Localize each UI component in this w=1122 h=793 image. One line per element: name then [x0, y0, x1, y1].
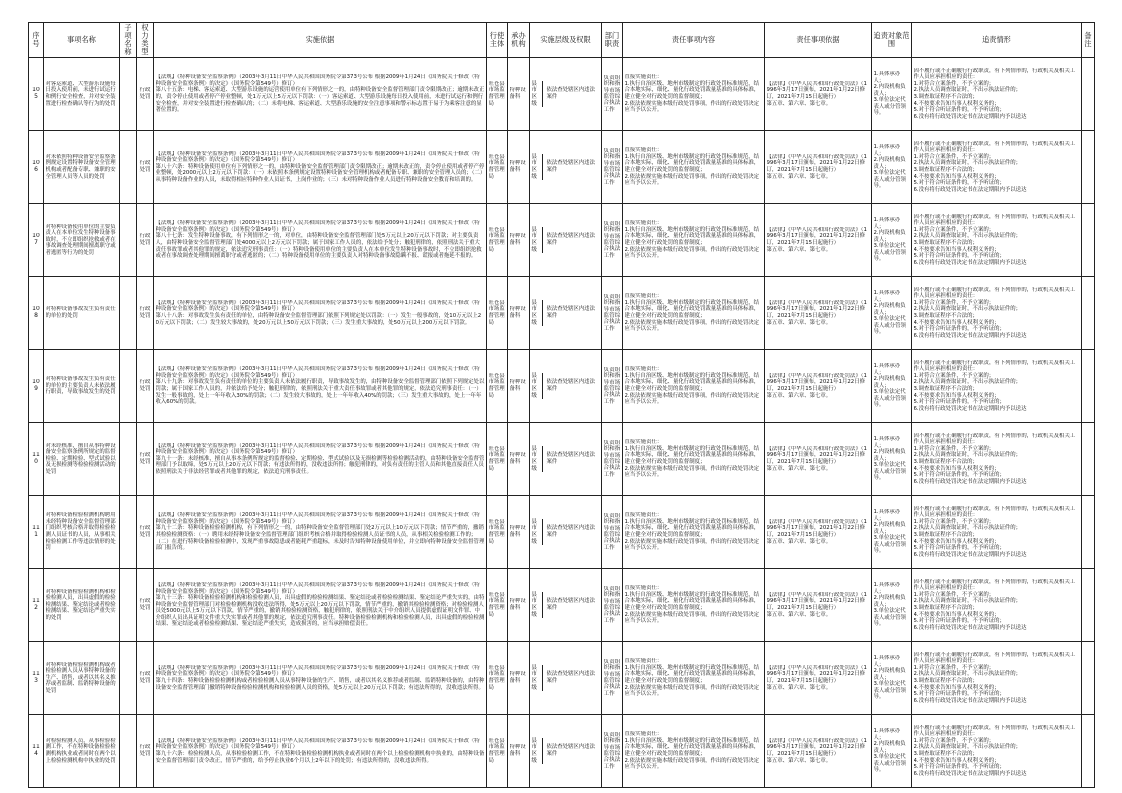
cell-type-text: 行政处罚	[139, 525, 151, 538]
cell-seq	[29, 569, 44, 642]
cell-scope	[872, 496, 912, 569]
cell-level-value: 县市区级	[532, 373, 544, 399]
cell-org-text: 特种设备科	[509, 160, 526, 173]
cell-situation-text: 因不履行或不正确履行行政职责，有下列情形的，行政机关及相关工作人员应承担相应的责任： 1.对符合立案条件，不予立案的； 2.执法人员调查取证时，不出示执法证件的； 3.调查取证程序不合法的； 4.不按要求告知当事人权利义务的； 5.对于符合听证条件的，不予听证的； 6.没有将行政处罚决定书在法定期限内予以送达	[913, 140, 1076, 193]
cell-seq-text: 107	[32, 233, 40, 246]
cell-type	[137, 131, 154, 204]
cell-subject	[487, 350, 508, 423]
cell-org-text: 特种设备科	[509, 452, 526, 465]
cell-subject-text: 旺苍县市场监督管理局	[488, 80, 505, 107]
cell-org	[508, 58, 530, 131]
cell-situation	[912, 642, 1082, 715]
cell-content-text: 直接实施责任： 1.执行自治区级、地州市级制定的行政处罚标准规范，结合本地实际，细化、量化行政处罚裁量基准的具体标准，建立健全对行政处罚的监督制度； 2.依法依规实施本级行政处罚事项，作出的行政处罚决定应当予以公开。	[624, 147, 760, 187]
cell-level-value: 县市区级	[532, 738, 544, 764]
cell-type-text: 行政处罚	[139, 379, 151, 392]
table-row	[29, 496, 1095, 569]
cell-subject	[487, 642, 508, 715]
cell-scope	[872, 569, 912, 642]
cell-name	[44, 496, 120, 569]
cell-rbasis	[765, 277, 872, 350]
cell-basis	[154, 131, 487, 204]
cell-rbasis-text: 【法律】《中华人民共和国行政处罚法》（1996年3月17日颁布，2021年1月22日修订，2021年7月15日起施行） 第五章、第六章、第七章。	[766, 153, 867, 180]
table-row	[29, 277, 1095, 350]
cell-dept-text: 负责组织和指导市场监管综合执法工作	[603, 585, 621, 624]
table-row	[29, 131, 1095, 204]
cell-subject-text: 旺苍县市场监督管理局	[488, 664, 505, 691]
cell-basis-text: 【法规】《特种设备安全监察条例》（2003年3月11日中华人民共和国国务院令第373号公布 根据2009年1月24日《国务院关于修改〈特种设备安全监察条例〉的决定》（国务院令第549号）修订） 第八十八条：对事故发生负有责任的单位，由特种设备安全监督管理部门依照下列规定处以罚款：（一）发生一般事故的，处10万元以上20万元以下罚款；（二）发生较大事故的，处20万元以上50万元以下罚款；（三）发生重大事故的，处50万元以上200万元以下罚款。	[155, 299, 482, 326]
cell-basis	[154, 277, 487, 350]
cell-note	[1082, 423, 1095, 496]
table-row	[29, 715, 1095, 788]
cell-authority: 依法查处辖区内违法案件	[546, 306, 595, 319]
cell-basis-text: 【法规】《特种设备安全监察条例》（2003年3月11日中华人民共和国国务院令第373号公布 根据2009年1月24日《国务院关于修改〈特种设备安全监察条例〉的决定》（国务院令第549号）修订） 第九十二条：特种设备检验检测机构，有下列情形之一的，由特种设备安全监督管理部门处2万元以上10万元以下罚款；情节严重的，撤销其检验检测资格：（一）聘用未经特种设备安全监督管理部门组织考核合格并取得检验检测人员证书的人员，从事相关检验检测工作的；（二）在进行特种设备检验检测中，发现严重事故隐患或者能耗严重超标，未及时告知特种设备使用单位，并立即向特种设备安全监督管理部门报告的。	[155, 512, 485, 552]
cell-name	[44, 131, 120, 204]
cell-dept	[602, 277, 623, 350]
cell-situation-text: 因不履行或不正确履行行政职责，有下列情形的，行政机关及相关工作人员应承担相应的责任： 1.对符合立案条件，不予立案的； 2.执法人员调查取证时，不出示执法证件的； 3.调查取证程序不合法的； 4.不按要求告知当事人权利义务的； 5.对于符合听证条件的，不予听证的； 6.没有将行政处罚决定书在法定期限内予以送达	[913, 359, 1076, 412]
cell-content	[623, 350, 765, 423]
cell-content	[623, 423, 765, 496]
cell-level	[530, 715, 602, 788]
cell-level	[530, 642, 602, 715]
cell-org	[508, 277, 530, 350]
cell-name-text: 对检验检测人员，从事检验检测工作，不在特种设备检验检测机构执业或者同时在两个以上检验检测机构中执业的处罚	[45, 737, 116, 764]
cell-scope	[872, 58, 912, 131]
cell-name-text: 对客运索道、大型游乐设施每日投入使用前，未进行试运行和例行安全检查，并对安全装置进行检查确认等行为的处罚	[45, 80, 116, 107]
cell-sub	[120, 350, 137, 423]
cell-name-text: 对特种设备事故发生负有责任的单位的处罚	[45, 306, 116, 319]
cell-org-text: 特种设备科	[509, 598, 526, 611]
cell-rbasis-text: 【法律】《中华人民共和国行政处罚法》（1996年3月17日颁布，2021年1月22日修订，2021年7月15日起施行） 第五章、第六章、第七章。	[766, 664, 867, 691]
cell-seq	[29, 496, 44, 569]
cell-dept	[602, 131, 623, 204]
cell-situation	[912, 423, 1082, 496]
cell-type	[137, 569, 154, 642]
cell-authority: 依法查处辖区内违法案件	[546, 379, 595, 392]
cell-type	[137, 423, 154, 496]
cell-subject	[487, 496, 508, 569]
cell-scope	[872, 204, 912, 277]
cell-note	[1082, 569, 1095, 642]
cell-content-text: 直接实施责任： 1.执行自治区级、地州市级制定的行政处罚标准规范，结合本地实际，细化、量化行政处罚裁量基准的具体标准，建立健全对行政处罚的监督制度； 2.依法依规实施本级行政处罚事项，作出的行政处罚决定应当予以公开。	[624, 293, 760, 333]
cell-rbasis-text: 【法律】《中华人民共和国行政处罚法》（1996年3月17日颁布，2021年1月22日修订，2021年7月15日起施行） 第五章、第六章、第七章。	[766, 299, 867, 326]
cell-type-text: 行政处罚	[139, 671, 151, 684]
cell-sub	[120, 569, 137, 642]
cell-name	[44, 423, 120, 496]
cell-level	[530, 350, 602, 423]
cell-org	[508, 204, 530, 277]
cell-content-text: 直接实施责任： 1.执行自治区级、地州市级制定的行政处罚标准规范，结合本地实际，细化、量化行政处罚裁量基准的具体标准，建立健全对行政处罚的监督制度； 2.依法依规实施本级行政处罚事项，作出的行政处罚决定应当予以公开。	[624, 220, 760, 260]
cell-name-text: 对特种设备检验检测机构或者检验检测人员从事特种设备的生产、销售，或者以其名义推荐或者监制、监销特种设备的处罚	[45, 661, 116, 694]
cell-org	[508, 642, 530, 715]
table-row	[29, 204, 1095, 277]
cell-rbasis-text: 【法律】《中华人民共和国行政处罚法》（1996年3月17日颁布，2021年1月22日修订，2021年7月15日起施行） 第五章、第六章、第七章。	[766, 591, 867, 618]
cell-scope	[872, 715, 912, 788]
cell-level-value: 县市区级	[532, 519, 544, 545]
cell-org-text: 特种设备科	[509, 306, 526, 319]
cell-dept-text: 负责组织和指导市场监管综合执法工作	[603, 366, 621, 405]
cell-basis-text: 【法规】《特种设备安全监察条例》（2003年3月11日中华人民共和国国务院令第373号公布 根据2009年1月24日《国务院关于修改〈特种设备安全监察条例〉的决定》（国务院令第549号）修订） 第八十五条：电梯、客运索道、大型游乐设施的运营使用单位有下列情形之一的，由特种设备安全监督管理部门责令限期改正；逾期未改正的，责令停止使用或者停产停业整顿，处1万元以上5万元以下罚款：（一）客运索道、大型游乐设施每日投入使用前，未进行试运行和例行安全检查，并对安全装置进行检查确认的；（二）未将电梯、客运索道、大型游乐设施的安全注意事项和警示标志置于易于为乘客注意的显著位置的。	[155, 74, 485, 114]
cell-rbasis	[765, 642, 872, 715]
cell-situation	[912, 204, 1082, 277]
header-seq: 序号	[29, 23, 44, 58]
header-situation: 追责情形	[912, 23, 1082, 58]
cell-dept-text: 负责组织和指导市场监管综合执法工作	[603, 147, 621, 186]
cell-subject-text: 旺苍县市场监督管理局	[488, 445, 505, 472]
cell-basis	[154, 58, 487, 131]
cell-dept-text: 负责组织和指导市场监管综合执法工作	[603, 74, 621, 113]
cell-scope-text: 1.具体承办人； 2.内设机构负责人； 3.单位法定代表人或分管领导。	[873, 654, 906, 701]
cell-org-text: 特种设备科	[509, 525, 526, 538]
cell-seq-text: 111	[32, 525, 40, 538]
table-row	[29, 642, 1095, 715]
cell-level	[530, 496, 602, 569]
cell-note	[1082, 350, 1095, 423]
cell-situation-text: 因不履行或不正确履行行政职责，有下列情形的，行政机关及相关工作人员应承担相应的责任： 1.对符合立案条件，不予立案的； 2.执法人员调查取证时，不出示执法证件的； 3.调查取证程序不合法的； 4.不按要求告知当事人权利义务的； 5.对于符合听证条件的，不予听证的； 6.没有将行政处罚决定书在法定期限内予以送达	[913, 432, 1076, 485]
header-type: 权力类型	[137, 23, 154, 58]
cell-name-text: 对特种设备检验检测机构聘用未经特种设备安全监督管理部门组织考核合格并取得检验检测人员证书的人员，从事相关检验检测工作等违法情形的处罚	[45, 512, 116, 552]
cell-basis-text: 【法规】《特种设备安全监察条例》（2003年3月11日中华人民共和国国务院令第373号公布 根据2009年1月24日《国务院关于修改〈特种设备安全监察条例〉的决定》（国务院令第549号）修订） 第八十九条：对事故发生负有责任的单位的主要负责人未依法履行职责，导致事故发生的，由特种设备安全监督管理部门依照下列规定处以罚款；属于国家工作人员的，并依法给予处分；触犯刑律的，依照刑法关于重大责任事故罪或者其他罪的规定，依法追究刑事责任：（一）发生一般事故的，处上一年年收入30%的罚款；（二）发生较大事故的，处上一年年收入40%的罚款；（三）发生重大事故的，处上一年年收入60%的罚款。	[155, 366, 485, 406]
cell-level	[530, 131, 602, 204]
cell-scope-text: 1.具体承办人； 2.内设机构负责人； 3.单位法定代表人或分管领导。	[873, 581, 906, 628]
cell-situation-text: 因不履行或不正确履行行政职责，有下列情形的，行政机关及相关工作人员应承担相应的责任： 1.对符合立案条件，不予立案的； 2.执法人员调查取证时，不出示执法证件的； 3.调查取证程序不合法的； 4.不按要求告知当事人权利义务的； 5.对于符合听证条件的，不予听证的； 6.没有将行政处罚决定书在法定期限内予以送达	[913, 213, 1076, 266]
cell-scope-text: 1.具体承办人； 2.内设机构负责人； 3.单位法定代表人或分管领导。	[873, 362, 906, 409]
cell-note	[1082, 204, 1095, 277]
cell-rbasis	[765, 204, 872, 277]
cell-level-value: 县市区级	[532, 154, 544, 180]
cell-name-text: 对未经核准，擅自从事特种设备安全监察条例所规定的监督检验、定期检验、型式试验以及无损检测等检验检测活动的处罚	[45, 442, 116, 475]
cell-type	[137, 277, 154, 350]
cell-subject	[487, 569, 508, 642]
cell-level-value: 县市区级	[532, 81, 544, 107]
cell-sub	[120, 131, 137, 204]
cell-subject-text: 旺苍县市场监督管理局	[488, 372, 505, 399]
cell-note	[1082, 715, 1095, 788]
cell-dept-text: 负责组织和指导市场监管综合执法工作	[603, 439, 621, 478]
cell-sub	[120, 642, 137, 715]
cell-seq	[29, 423, 44, 496]
cell-scope-text: 1.具体承办人； 2.内设机构负责人； 3.单位法定代表人或分管领导。	[873, 216, 906, 263]
table-row	[29, 350, 1095, 423]
cell-content-text: 直接实施责任： 1.执行自治区级、地州市级制定的行政处罚标准规范，结合本地实际，细化、量化行政处罚裁量基准的具体标准，建立健全对行政处罚的监督制度； 2.依法依规实施本级行政处罚事项，作出的行政处罚决定应当予以公开。	[624, 731, 760, 771]
cell-name	[44, 350, 120, 423]
cell-note	[1082, 277, 1095, 350]
cell-subject-text: 旺苍县市场监督管理局	[488, 591, 505, 618]
cell-basis-text: 【法规】《特种设备安全监察条例》（2003年3月11日中华人民共和国国务院令第373号公布 根据2009年1月24日《国务院关于修改〈特种设备安全监察条例〉的决定》（国务院令第549号）修订） 第九十四条：特种设备检验检测机构或者检验检测人员从事特种设备的生产、销售，或者以其名义推荐或者监制、监销特种设备的，由特种设备安全监督管理部门撤销特种设备检验检测机构和检验检测人员的资格，处5万元以上20万元以下罚款；有违法所得的，没收违法所得。	[155, 664, 485, 691]
header-level: 实施层级及权限	[530, 23, 602, 58]
cell-sub	[120, 58, 137, 131]
cell-dept	[602, 58, 623, 131]
cell-dept	[602, 496, 623, 569]
cell-seq	[29, 131, 44, 204]
header-subject: 行使主体	[487, 23, 508, 58]
cell-org	[508, 715, 530, 788]
cell-content-text: 直接实施责任： 1.执行自治区级、地州市级制定的行政处罚标准规范，结合本地实际，细化、量化行政处罚裁量基准的具体标准，建立健全对行政处罚的监督制度； 2.依法依规实施本级行政处罚事项，作出的行政处罚决定应当予以公开。	[624, 658, 760, 698]
cell-org	[508, 131, 530, 204]
header-org: 承办机构	[508, 23, 530, 58]
header-dept: 部门职责	[602, 23, 623, 58]
cell-basis	[154, 204, 487, 277]
cell-subject-text: 旺苍县市场监督管理局	[488, 153, 505, 180]
cell-dept-text: 负责组织和指导市场监管综合执法工作	[603, 293, 621, 332]
cell-type	[137, 496, 154, 569]
cell-org-text: 特种设备科	[509, 671, 526, 684]
cell-authority: 依法查处辖区内违法案件	[546, 525, 595, 538]
cell-seq-text: 105	[32, 87, 40, 100]
cell-authority: 依法查处辖区内违法案件	[546, 452, 595, 465]
cell-name-text: 对特种设备事故发生负有责任的单位的主要负责人未依法履行职责，导致事故发生的处罚	[45, 376, 116, 396]
cell-content	[623, 496, 765, 569]
cell-content	[623, 569, 765, 642]
cell-basis-text: 【法规】《特种设备安全监察条例》（2003年3月11日中华人民共和国国务院令第373号公布 根据2009年1月24日《国务院关于修改〈特种设备安全监察条例〉的决定》（国务院令第549号）修订） 第八十七条：发生特种设备事故，有下列情形之一的，对单位，由特种设备安全监督管理部门处5万元以上20万元以下罚款；对主要负责人，由特种设备安全监督管理部门处4000元以上2万元以下罚款；属于国家工作人员的，依法给予处分；触犯刑律的，依照刑法关于重大责任事故罪或者其他罪的规定，依法追究刑事责任：（一）特种设备使用单位的主要负责人在本单位发生特种设备事故时，不立即组织抢救或者在事故调查处理期间擅离职守或者逃匿的；（二）特种设备使用单位的主要负责人对特种设备事故隐瞒不报、谎报或者拖延不报的。	[155, 220, 482, 260]
cell-authority: 依法查处辖区内违法案件	[546, 87, 595, 100]
header-rbasis: 责任事项依据	[765, 23, 872, 58]
cell-dept	[602, 715, 623, 788]
cell-org	[508, 350, 530, 423]
cell-basis	[154, 642, 487, 715]
cell-subject-text: 旺苍县市场监督管理局	[488, 226, 505, 253]
cell-basis	[154, 715, 487, 788]
header-note: 备注	[1082, 23, 1095, 58]
cell-dept-text: 负责组织和指导市场监管综合执法工作	[603, 658, 621, 697]
cell-content-text: 直接实施责任： 1.执行自治区级、地州市级制定的行政处罚标准规范，结合本地实际，细化、量化行政处罚裁量基准的具体标准，建立健全对行政处罚的监督制度； 2.依法依规实施本级行政处罚事项，作出的行政处罚决定应当予以公开。	[624, 74, 760, 114]
cell-seq-text: 112	[32, 598, 40, 611]
cell-org-text: 特种设备科	[509, 379, 526, 392]
cell-situation	[912, 715, 1082, 788]
cell-subject-text: 旺苍县市场监督管理局	[488, 299, 505, 326]
cell-note	[1082, 131, 1095, 204]
cell-scope-text: 1.具体承办人； 2.内设机构负责人； 3.单位法定代表人或分管领导。	[873, 70, 906, 117]
cell-sub	[120, 204, 137, 277]
cell-level-value: 县市区级	[532, 446, 544, 472]
cell-dept	[602, 350, 623, 423]
cell-subject	[487, 204, 508, 277]
cell-level	[530, 58, 602, 131]
cell-seq	[29, 204, 44, 277]
cell-sub	[120, 277, 137, 350]
header-scope: 追责对象范围	[872, 23, 912, 58]
cell-rbasis-text: 【法律】《中华人民共和国行政处罚法》（1996年3月17日颁布，2021年1月22日修订，2021年7月15日起施行） 第五章、第六章、第七章。	[766, 80, 867, 107]
cell-authority: 依法查处辖区内违法案件	[546, 160, 595, 173]
cell-seq-text: 114	[32, 744, 40, 757]
cell-name	[44, 58, 120, 131]
cell-rbasis	[765, 496, 872, 569]
cell-org	[508, 569, 530, 642]
cell-scope-text: 1.具体承办人； 2.内设机构负责人； 3.单位法定代表人或分管领导。	[873, 289, 906, 336]
cell-situation	[912, 131, 1082, 204]
cell-basis	[154, 423, 487, 496]
cell-dept-text: 负责组织和指导市场监管综合执法工作	[603, 512, 621, 551]
cell-name	[44, 642, 120, 715]
cell-level-value: 县市区级	[532, 300, 544, 326]
cell-situation-text: 因不履行或不正确履行行政职责，有下列情形的，行政机关及相关工作人员应承担相应的责任： 1.对符合立案条件，不予立案的； 2.执法人员调查取证时，不出示执法证件的； 3.调查取证程序不合法的； 4.不按要求告知当事人权利义务的； 5.对于符合听证条件的，不予听证的； 6.没有将行政处罚决定书在法定期限内予以送达	[913, 578, 1076, 631]
cell-seq-text: 113	[32, 671, 40, 684]
cell-rbasis-text: 【法律】《中华人民共和国行政处罚法》（1996年3月17日颁布，2021年1月22日修订，2021年7月15日起施行） 第五章、第六章、第七章。	[766, 226, 867, 253]
cell-level	[530, 204, 602, 277]
cell-dept-text: 负责组织和指导市场监管综合执法工作	[603, 220, 621, 259]
cell-scope-text: 1.具体承办人； 2.内设机构负责人； 3.单位法定代表人或分管领导。	[873, 727, 906, 774]
cell-scope-text: 1.具体承办人； 2.内设机构负责人； 3.单位法定代表人或分管领导。	[873, 435, 906, 482]
cell-type-text: 行政处罚	[139, 306, 151, 319]
cell-type	[137, 350, 154, 423]
cell-content	[623, 204, 765, 277]
cell-situation-text: 因不履行或不正确履行行政职责，有下列情形的，行政机关及相关工作人员应承担相应的责任： 1.对符合立案条件，不予立案的； 2.执法人员调查取证时，不出示执法证件的； 3.调查取证程序不合法的； 4.不按要求告知当事人权利义务的； 5.对于符合听证条件的，不予听证的； 6.没有将行政处罚决定书在法定期限内予以送达	[913, 286, 1076, 339]
header-row	[29, 23, 1095, 58]
cell-authority: 依法查处辖区内违法案件	[546, 598, 595, 611]
cell-level-value: 县市区级	[532, 592, 544, 618]
cell-situation-text: 因不履行或不正确履行行政职责，有下列情形的，行政机关及相关工作人员应承担相应的责任： 1.对符合立案条件，不予立案的； 2.执法人员调查取证时，不出示执法证件的； 3.调查取证程序不合法的； 4.不按要求告知当事人权利义务的； 5.对于符合听证条件的，不予听证的； 6.没有将行政处罚决定书在法定期限内予以送达	[913, 505, 1076, 558]
cell-basis-text: 【法规】《特种设备安全监察条例》（2003年3月11日中华人民共和国国务院令第373号公布 根据2009年1月24日《国务院关于修改〈特种设备安全监察条例〉的决定》（国务院令第549号）修订） 第九十三条：特种设备检验检测机构和检验检测人员，出具虚假的检验检测结果、鉴定结论或者检验检测结果、鉴定结论严重失实的，由特种设备安全监督管理部门对检验检测机构没收违法所得，处5万元以上20万元以下罚款，情节严重的，撤销其检验检测资格；对检验检测人员处5000元以上5万元以下罚款，情节严重的，撤销其检验检测资格，触犯刑律的，依照刑法关于中介组织人员提供虚假证明文件罪、中介组织人员出具证明文件重大失实罪或者其他罪的规定，依法追究刑事责任。特种设备检验检测机构和检验检测人员，出具虚假的检验检测结果、鉴定结论或者检验检测结果、鉴定结论严重失实，造成损害的，应当承担赔偿责任。	[155, 581, 485, 628]
header-content: 责任事项内容	[623, 23, 765, 58]
cell-scope	[872, 277, 912, 350]
cell-rbasis	[765, 715, 872, 788]
cell-dept-text: 负责组织和指导市场监管综合执法工作	[603, 731, 621, 770]
cell-situation-text: 因不履行或不正确履行行政职责，有下列情形的，行政机关及相关工作人员应承担相应的责任： 1.对符合立案条件，不予立案的； 2.执法人员调查取证时，不出示执法证件的； 3.调查取证程序不合法的； 4.不按要求告知当事人权利义务的； 5.对于符合听证条件的，不予听证的； 6.没有将行政处罚决定书在法定期限内予以送达	[913, 67, 1076, 120]
cell-situation-text: 因不履行或不正确履行行政职责，有下列情形的，行政机关及相关工作人员应承担相应的责任： 1.对符合立案条件，不予立案的； 2.执法人员调查取证时，不出示执法证件的； 3.调查取证程序不合法的； 4.不按要求告知当事人权利义务的； 5.对于符合听证条件的，不予听证的； 6.没有将行政处罚决定书在法定期限内予以送达	[913, 724, 1076, 777]
cell-basis	[154, 496, 487, 569]
cell-rbasis	[765, 423, 872, 496]
cell-dept	[602, 642, 623, 715]
authority-list-table	[28, 22, 1095, 788]
cell-subject	[487, 131, 508, 204]
cell-rbasis-text: 【法律】《中华人民共和国行政处罚法》（1996年3月17日颁布，2021年1月22日修订，2021年7月15日起施行） 第五章、第六章、第七章。	[766, 372, 867, 399]
cell-basis-text: 【法规】《特种设备安全监察条例》（2003年3月11日中华人民共和国国务院令第373号公布 根据2009年1月24日《国务院关于修改〈特种设备安全监察条例〉的决定》（国务院令第549号）修订） 第九十一条：未经核准，擅自从事本条例所规定的监督检验、定期检验、型式试验以及无损检测等检验检测活动的，由特种设备安全监督管理部门予以取缔，处5万元以上20万元以下罚款；有违法所得的，没收违法所得；触犯刑律的，对负有责任的主管人员和其他直接责任人员依照刑法关于非法经营罪或者其他罪的规定，依法追究刑事责任。	[155, 442, 485, 475]
cell-seq-text: 108	[32, 306, 40, 319]
cell-authority: 依法查处辖区内违法案件	[546, 233, 595, 246]
cell-type-text: 行政处罚	[139, 452, 151, 465]
cell-seq	[29, 277, 44, 350]
cell-org	[508, 496, 530, 569]
cell-note	[1082, 642, 1095, 715]
cell-subject-text: 旺苍县市场监督管理局	[488, 737, 505, 764]
cell-subject	[487, 423, 508, 496]
cell-org-text: 特种设备科	[509, 233, 526, 246]
cell-situation	[912, 350, 1082, 423]
cell-content	[623, 277, 765, 350]
cell-name	[44, 715, 120, 788]
cell-level-value: 县市区级	[532, 665, 544, 691]
header-name: 事项名称	[44, 23, 120, 58]
cell-type	[137, 58, 154, 131]
cell-rbasis	[765, 131, 872, 204]
cell-content-text: 直接实施责任： 1.执行自治区级、地州市级制定的行政处罚标准规范，结合本地实际，细化、量化行政处罚裁量基准的具体标准，建立健全对行政处罚的监督制度； 2.依法依规实施本级行政处罚事项，作出的行政处罚决定应当予以公开。	[624, 439, 760, 479]
header-sub: 子项名称	[120, 23, 137, 58]
table-row	[29, 569, 1095, 642]
cell-sub	[120, 423, 137, 496]
cell-name	[44, 204, 120, 277]
cell-authority: 依法查处辖区内违法案件	[546, 744, 595, 757]
cell-name	[44, 569, 120, 642]
cell-type	[137, 715, 154, 788]
cell-type-text: 行政处罚	[139, 744, 151, 757]
cell-org	[508, 423, 530, 496]
cell-seq	[29, 350, 44, 423]
table-row	[29, 423, 1095, 496]
cell-content	[623, 715, 765, 788]
cell-content-text: 直接实施责任： 1.执行自治区级、地州市级制定的行政处罚标准规范，结合本地实际，细化、量化行政处罚裁量基准的具体标准，建立健全对行政处罚的监督制度； 2.依法依规实施本级行政处罚事项，作出的行政处罚决定应当予以公开。	[624, 366, 760, 406]
cell-rbasis	[765, 569, 872, 642]
cell-dept	[602, 204, 623, 277]
cell-type	[137, 642, 154, 715]
cell-note	[1082, 58, 1095, 131]
cell-content	[623, 131, 765, 204]
cell-subject-text: 旺苍县市场监督管理局	[488, 518, 505, 545]
cell-rbasis-text: 【法律】《中华人民共和国行政处罚法》（1996年3月17日颁布，2021年1月22日修订，2021年7月15日起施行） 第五章、第六章、第七章。	[766, 737, 867, 764]
cell-sub	[120, 496, 137, 569]
header-basis: 实施依据	[154, 23, 487, 58]
cell-seq	[29, 58, 44, 131]
cell-name	[44, 277, 120, 350]
cell-level-value: 县市区级	[532, 227, 544, 253]
cell-situation	[912, 58, 1082, 131]
cell-rbasis	[765, 350, 872, 423]
cell-content	[623, 642, 765, 715]
cell-level	[530, 569, 602, 642]
cell-scope	[872, 350, 912, 423]
cell-sub	[120, 715, 137, 788]
cell-subject	[487, 58, 508, 131]
table-row	[29, 58, 1095, 131]
cell-dept	[602, 423, 623, 496]
cell-level	[530, 423, 602, 496]
cell-seq	[29, 642, 44, 715]
cell-type-text: 行政处罚	[139, 233, 151, 246]
cell-name-text: 对特种设备使用单位的主要负责人在本单位发生特种设备事故时，不立即组织抢救或者在事故调查处理期间擅离职守或者逃匿等行为的处罚	[45, 223, 116, 256]
cell-scope	[872, 131, 912, 204]
cell-type-text: 行政处罚	[139, 160, 151, 173]
cell-authority: 依法查处辖区内违法案件	[546, 671, 595, 684]
cell-rbasis-text: 【法律】《中华人民共和国行政处罚法》（1996年3月17日颁布，2021年1月22日修订，2021年7月15日起施行） 第五章、第六章、第七章。	[766, 518, 867, 545]
cell-name-text: 对特种设备检验检测机构和检验检测人员，出具虚假的检验检测结果、鉴定结论或者检验检测结果、鉴定结论严重失实的处罚	[45, 588, 116, 621]
cell-seq-text: 106	[32, 160, 40, 173]
cell-seq-text: 109	[32, 379, 40, 392]
cell-content	[623, 58, 765, 131]
cell-subject	[487, 715, 508, 788]
cell-basis-text: 【法规】《特种设备安全监察条例》（2003年3月11日中华人民共和国国务院令第373号公布 根据2009年1月24日《国务院关于修改〈特种设备安全监察条例〉的决定》（国务院令第549号）修订） 第九十六条：检验检测人员，从事检验检测工作，不在特种设备检验检测机构执业或者同时在两个以上检验检测机构中执业的，由特种设备安全监督管理部门责令改正，情节严重的，给予停止执业6个月以上2年以下的处罚；有违法所得的，没收违法所得。	[155, 737, 485, 764]
cell-content-text: 直接实施责任： 1.执行自治区级、地州市级制定的行政处罚标准规范，结合本地实际，细化、量化行政处罚裁量基准的具体标准，建立健全对行政处罚的监督制度； 2.依法依规实施本级行政处罚事项，作出的行政处罚决定应当予以公开。	[624, 512, 760, 552]
cell-rbasis	[765, 58, 872, 131]
cell-seq	[29, 715, 44, 788]
cell-subject	[487, 277, 508, 350]
cell-situation	[912, 569, 1082, 642]
cell-situation	[912, 277, 1082, 350]
cell-scope	[872, 423, 912, 496]
cell-org-text: 特种设备科	[509, 744, 526, 757]
cell-basis	[154, 350, 487, 423]
cell-rbasis-text: 【法律】《中华人民共和国行政处罚法》（1996年3月17日颁布，2021年1月22日修订，2021年7月15日起施行） 第五章、第六章、第七章。	[766, 445, 867, 472]
cell-seq-text: 110	[32, 452, 40, 465]
cell-situation-text: 因不履行或不正确履行行政职责，有下列情形的，行政机关及相关工作人员应承担相应的责任： 1.对符合立案条件，不予立案的； 2.执法人员调查取证时，不出示执法证件的； 3.调查取证程序不合法的； 4.不按要求告知当事人权利义务的； 5.对于符合听证条件的，不予听证的； 6.没有将行政处罚决定书在法定期限内予以送达	[913, 651, 1076, 704]
cell-situation	[912, 496, 1082, 569]
cell-basis	[154, 569, 487, 642]
cell-dept	[602, 569, 623, 642]
cell-basis-text: 【法规】《特种设备安全监察条例》（2003年3月11日中华人民共和国国务院令第373号公布 根据2009年1月24日《国务院关于修改〈特种设备安全监察条例〉的决定》（国务院令第549号）修订） 第八十六条：特种设备使用单位有下列情形之一的，由特种设备安全监督管理部门责令限期改正；逾期未改正的，责令停止使用或者停产停业整顿，处2000元以上2万元以下罚款：（一）未依照本条例规定设置特种设备安全管理机构或者配备专职、兼职的安全管理人员的；（二）从事特种设备作业的人员，未取得相应特种作业人员证书，上岗作业的；（三）未对特种设备作业人员进行特种设备安全教育和培训的。	[155, 150, 485, 183]
cell-type-text: 行政处罚	[139, 598, 151, 611]
cell-scope	[872, 642, 912, 715]
cell-name-text: 对未依照特种设备安全监察条例规定设置特种设备安全管理机构或者配备专职、兼职的安全管理人员等人员的处罚	[45, 153, 116, 180]
cell-scope-text: 1.具体承办人； 2.内设机构负责人； 3.单位法定代表人或分管领导。	[873, 508, 906, 555]
cell-org-text: 特种设备科	[509, 87, 526, 100]
cell-type	[137, 204, 154, 277]
cell-level	[530, 277, 602, 350]
cell-note	[1082, 496, 1095, 569]
cell-scope-text: 1.具体承办人； 2.内设机构负责人； 3.单位法定代表人或分管领导。	[873, 143, 906, 190]
cell-type-text: 行政处罚	[139, 87, 151, 100]
cell-content-text: 直接实施责任： 1.执行自治区级、地州市级制定的行政处罚标准规范，结合本地实际，细化、量化行政处罚裁量基准的具体标准，建立健全对行政处罚的监督制度； 2.依法依规实施本级行政处罚事项，作出的行政处罚决定应当予以公开。	[624, 585, 760, 625]
